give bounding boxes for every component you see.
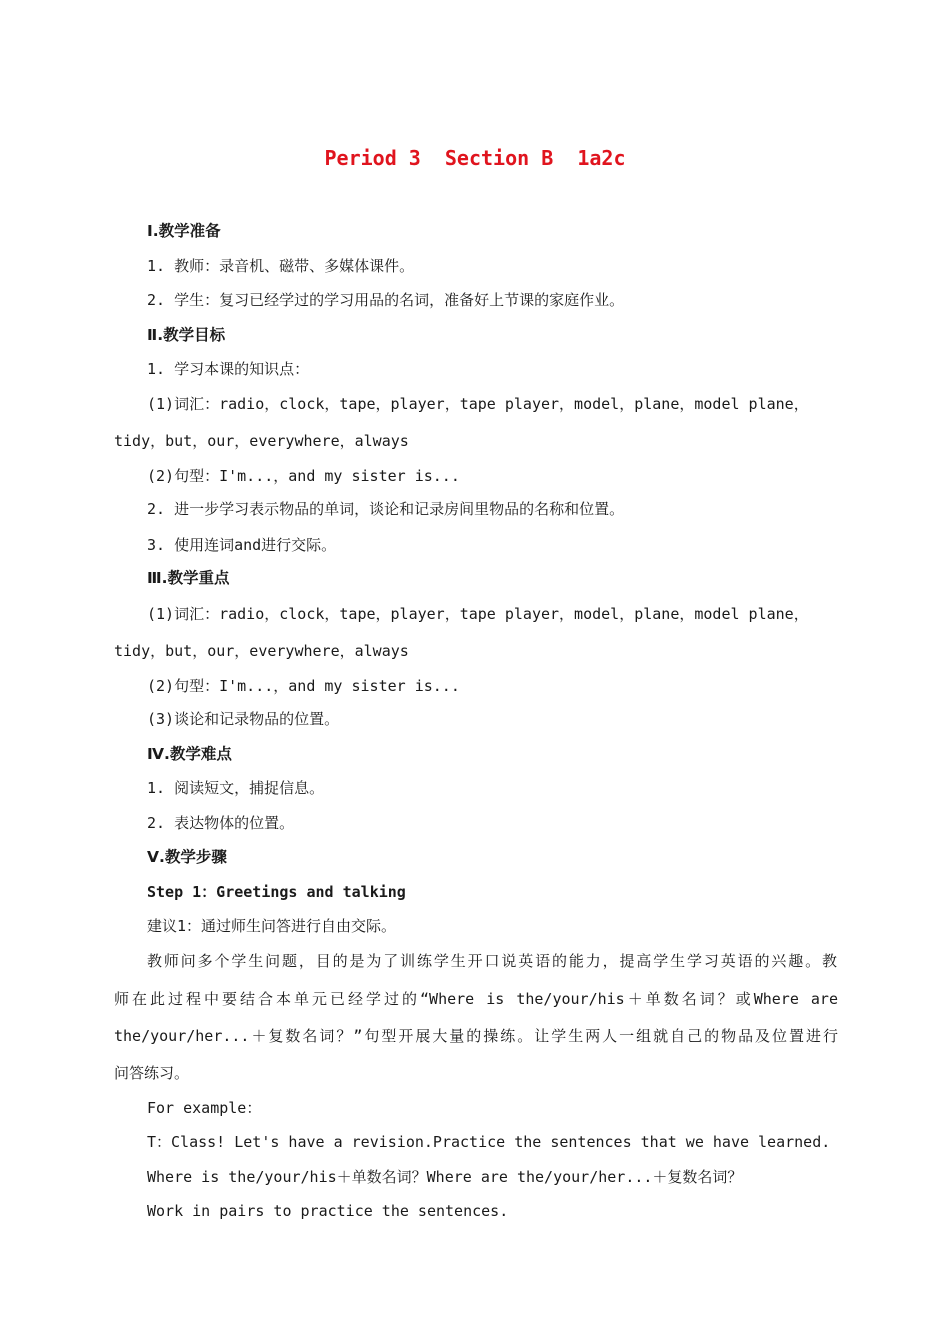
goals-item-3: 3. 使用连词and进行交际。 xyxy=(147,536,337,554)
section-heading-difficulties: Ⅳ.教学难点 xyxy=(147,745,232,763)
goals-vocab-line-2: tidy，but，our，everywhere，always xyxy=(114,432,409,450)
prep-item-1: 1. 教师：录音机、磁带、多媒体课件。 xyxy=(147,257,415,275)
section-heading-steps: Ⅴ.教学步骤 xyxy=(147,848,227,866)
example-work-line: Work in pairs to practice the sentences. xyxy=(147,1202,509,1220)
goals-vocab-line-1: (1)词汇：radio，clock，tape，player，tape player，model，plane，model plane， xyxy=(147,395,809,413)
difficulty-item-2: 2. 表达物体的位置。 xyxy=(147,814,295,832)
paragraph-line-1: 教师问多个学生问题，目的是为了训练学生开口说英语的能力，提高学生学习英语的兴趣。教 xyxy=(147,952,837,970)
goals-item-1: 1. 学习本课的知识点： xyxy=(147,360,310,378)
section-heading-key-points: Ⅲ.教学重点 xyxy=(147,569,230,587)
goals-item-2: 2. 进一步学习表示物品的单词，谈论和记录房间里物品的名称和位置。 xyxy=(147,500,625,518)
key-vocab-line-1: (1)词汇：radio，clock，tape，player，tape player，model，plane，model plane， xyxy=(147,605,809,623)
example-where-line: Where is the/your/his＋单数名词？Where are the/your/her...＋复数名词？ xyxy=(147,1168,743,1186)
difficulty-item-1: 1. 阅读短文，捕捉信息。 xyxy=(147,779,325,797)
key-vocab-line-2: tidy，but，our，everywhere，always xyxy=(114,642,409,660)
key-sentence-pattern: (2)句型：I'm...，and my sister is... xyxy=(147,677,460,695)
section-heading-preparation: Ⅰ.教学准备 xyxy=(147,222,221,240)
step-1-suggestion: 建议1：通过师生问答进行自由交际。 xyxy=(147,917,397,935)
section-heading-goals: Ⅱ.教学目标 xyxy=(147,326,226,344)
page-title: Period 3 Section B 1a2c xyxy=(324,146,626,170)
paragraph-line-4: 问答练习。 xyxy=(114,1064,190,1082)
prep-item-2: 2. 学生：复习已经学过的学习用品的名词，准备好上节课的家庭作业。 xyxy=(147,291,625,309)
key-item-3: (3)谈论和记录物品的位置。 xyxy=(147,710,340,728)
example-label: For example： xyxy=(147,1099,262,1117)
paragraph-line-2: 师在此过程中要结合本单元已经学过的“Where is the/your/his＋单数名词？或Where are xyxy=(114,990,838,1008)
paragraph-line-3: the/your/her...＋复数名词？”句型开展大量的操练。让学生两人一组就自己的物品及位置进行 xyxy=(114,1027,838,1045)
example-teacher-line: T：Class! Let's have a revision.Practice the sentences that we have learned. xyxy=(147,1133,831,1151)
step-1-title: Step 1：Greetings and talking xyxy=(147,883,406,901)
goals-sentence-pattern: (2)句型：I'm...，and my sister is... xyxy=(147,467,460,485)
